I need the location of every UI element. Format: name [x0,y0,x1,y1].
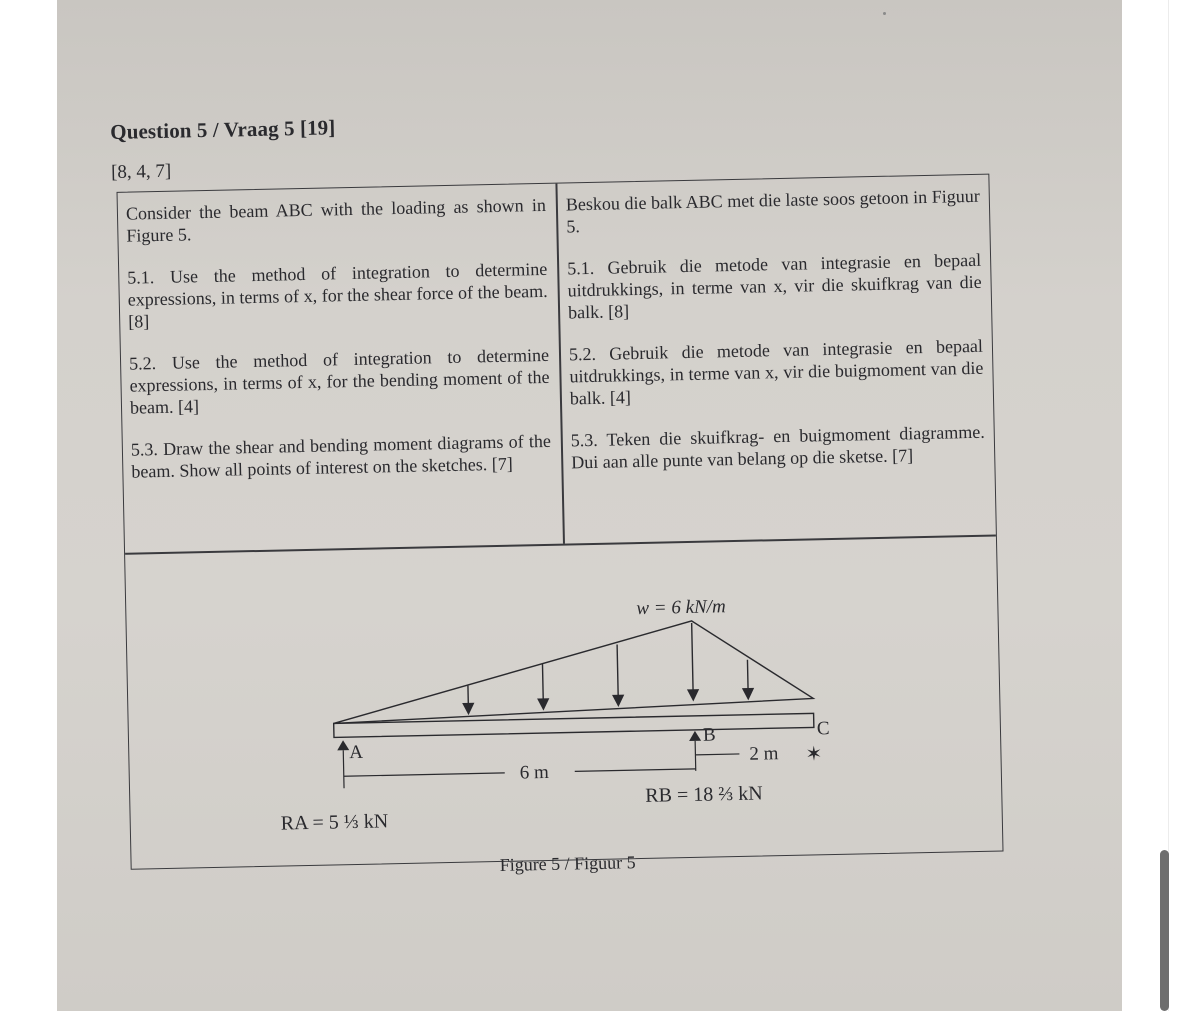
load-arrows [462,622,754,714]
dimension-end-mark: ✶ [805,743,823,766]
scrollbar-track[interactable] [1168,0,1179,1011]
load-arrowhead [463,704,473,714]
reaction-b: RB = 18 ⅔ kN [645,782,763,807]
load-arrowhead [743,689,753,699]
afrikaans-question-5-1: 5.1. Gebruik die metode van integrasie en bepaal uitdrukkings, in terme van x, vir die skuifkrag van die balk. [8] [566,249,982,323]
beam [334,713,814,737]
support-b-line [695,741,696,771]
load-label: w = 6 kN/m [636,596,726,620]
support-a-arrow [337,740,349,750]
marks-breakdown: [8, 4, 7] [110,160,172,183]
beam-figure [276,587,881,850]
support-b-arrow [689,731,701,741]
load-arrowhead [538,699,548,709]
load-arrow [542,664,543,704]
dimension-line-left [344,773,505,776]
afrikaans-intro: Beskou die balk ABC met die laste soos getoon in Figuur 5. [565,185,980,237]
english-question-5-3: 5.3. Draw the shear and bending moment diagrams of the beam. Show all points of interest on the sketches. [7] [130,430,552,482]
afrikaans-question-5-2: 5.2. Gebruik die metode van integrasie en bepaal uitdrukkings, in terme van x, vir die buigmoment van die balk. [4] [568,335,984,409]
load-arrow [617,644,618,700]
support-a-line [343,750,344,788]
span-bc: 2 m [749,743,779,765]
afrikaans-question-5-3: 5.3. Teken die skuifkrag- en buigmoment diagramme. Dui aan alle punte van belang op die sketse. [7] [570,421,985,473]
span-ab: 6 m [519,761,550,784]
load-arrow [692,623,694,695]
triangular-load [332,618,814,723]
english-column [126,194,552,503]
question-table [117,174,1004,876]
question-title: Question 5 / Vraag 5 [19] [110,115,336,144]
label-c: C [816,718,830,740]
reaction-a: RA = 5 ⅓ kN [280,810,389,835]
row-divider [125,535,996,555]
scrollbar-thumb[interactable] [1160,850,1169,1011]
afrikaans-column [566,185,986,494]
dimension-line-right [575,769,696,772]
speck [883,12,886,15]
dimension-line-bc [695,754,739,755]
load-arrowhead [613,695,623,705]
english-question-5-1: 5.1. Use the method of integration to determine expressions, in terms of x, for the shear force of the beam. [8] [127,258,548,332]
label-a: A [349,741,364,764]
exam-sheet [110,102,1006,900]
column-divider [555,184,564,544]
figure-caption: Figure 5 / Figuur 5 [499,852,636,876]
english-question-5-2: 5.2. Use the method of integration to determine expressions, in terms of x, for the bending moment of the beam. [4] [128,344,550,418]
load-arrowhead [688,690,698,700]
label-b: B [702,724,716,746]
english-intro: Consider the beam ABC with the loading as shown in Figure 5. [125,194,547,246]
left-gutter [0,0,58,1011]
